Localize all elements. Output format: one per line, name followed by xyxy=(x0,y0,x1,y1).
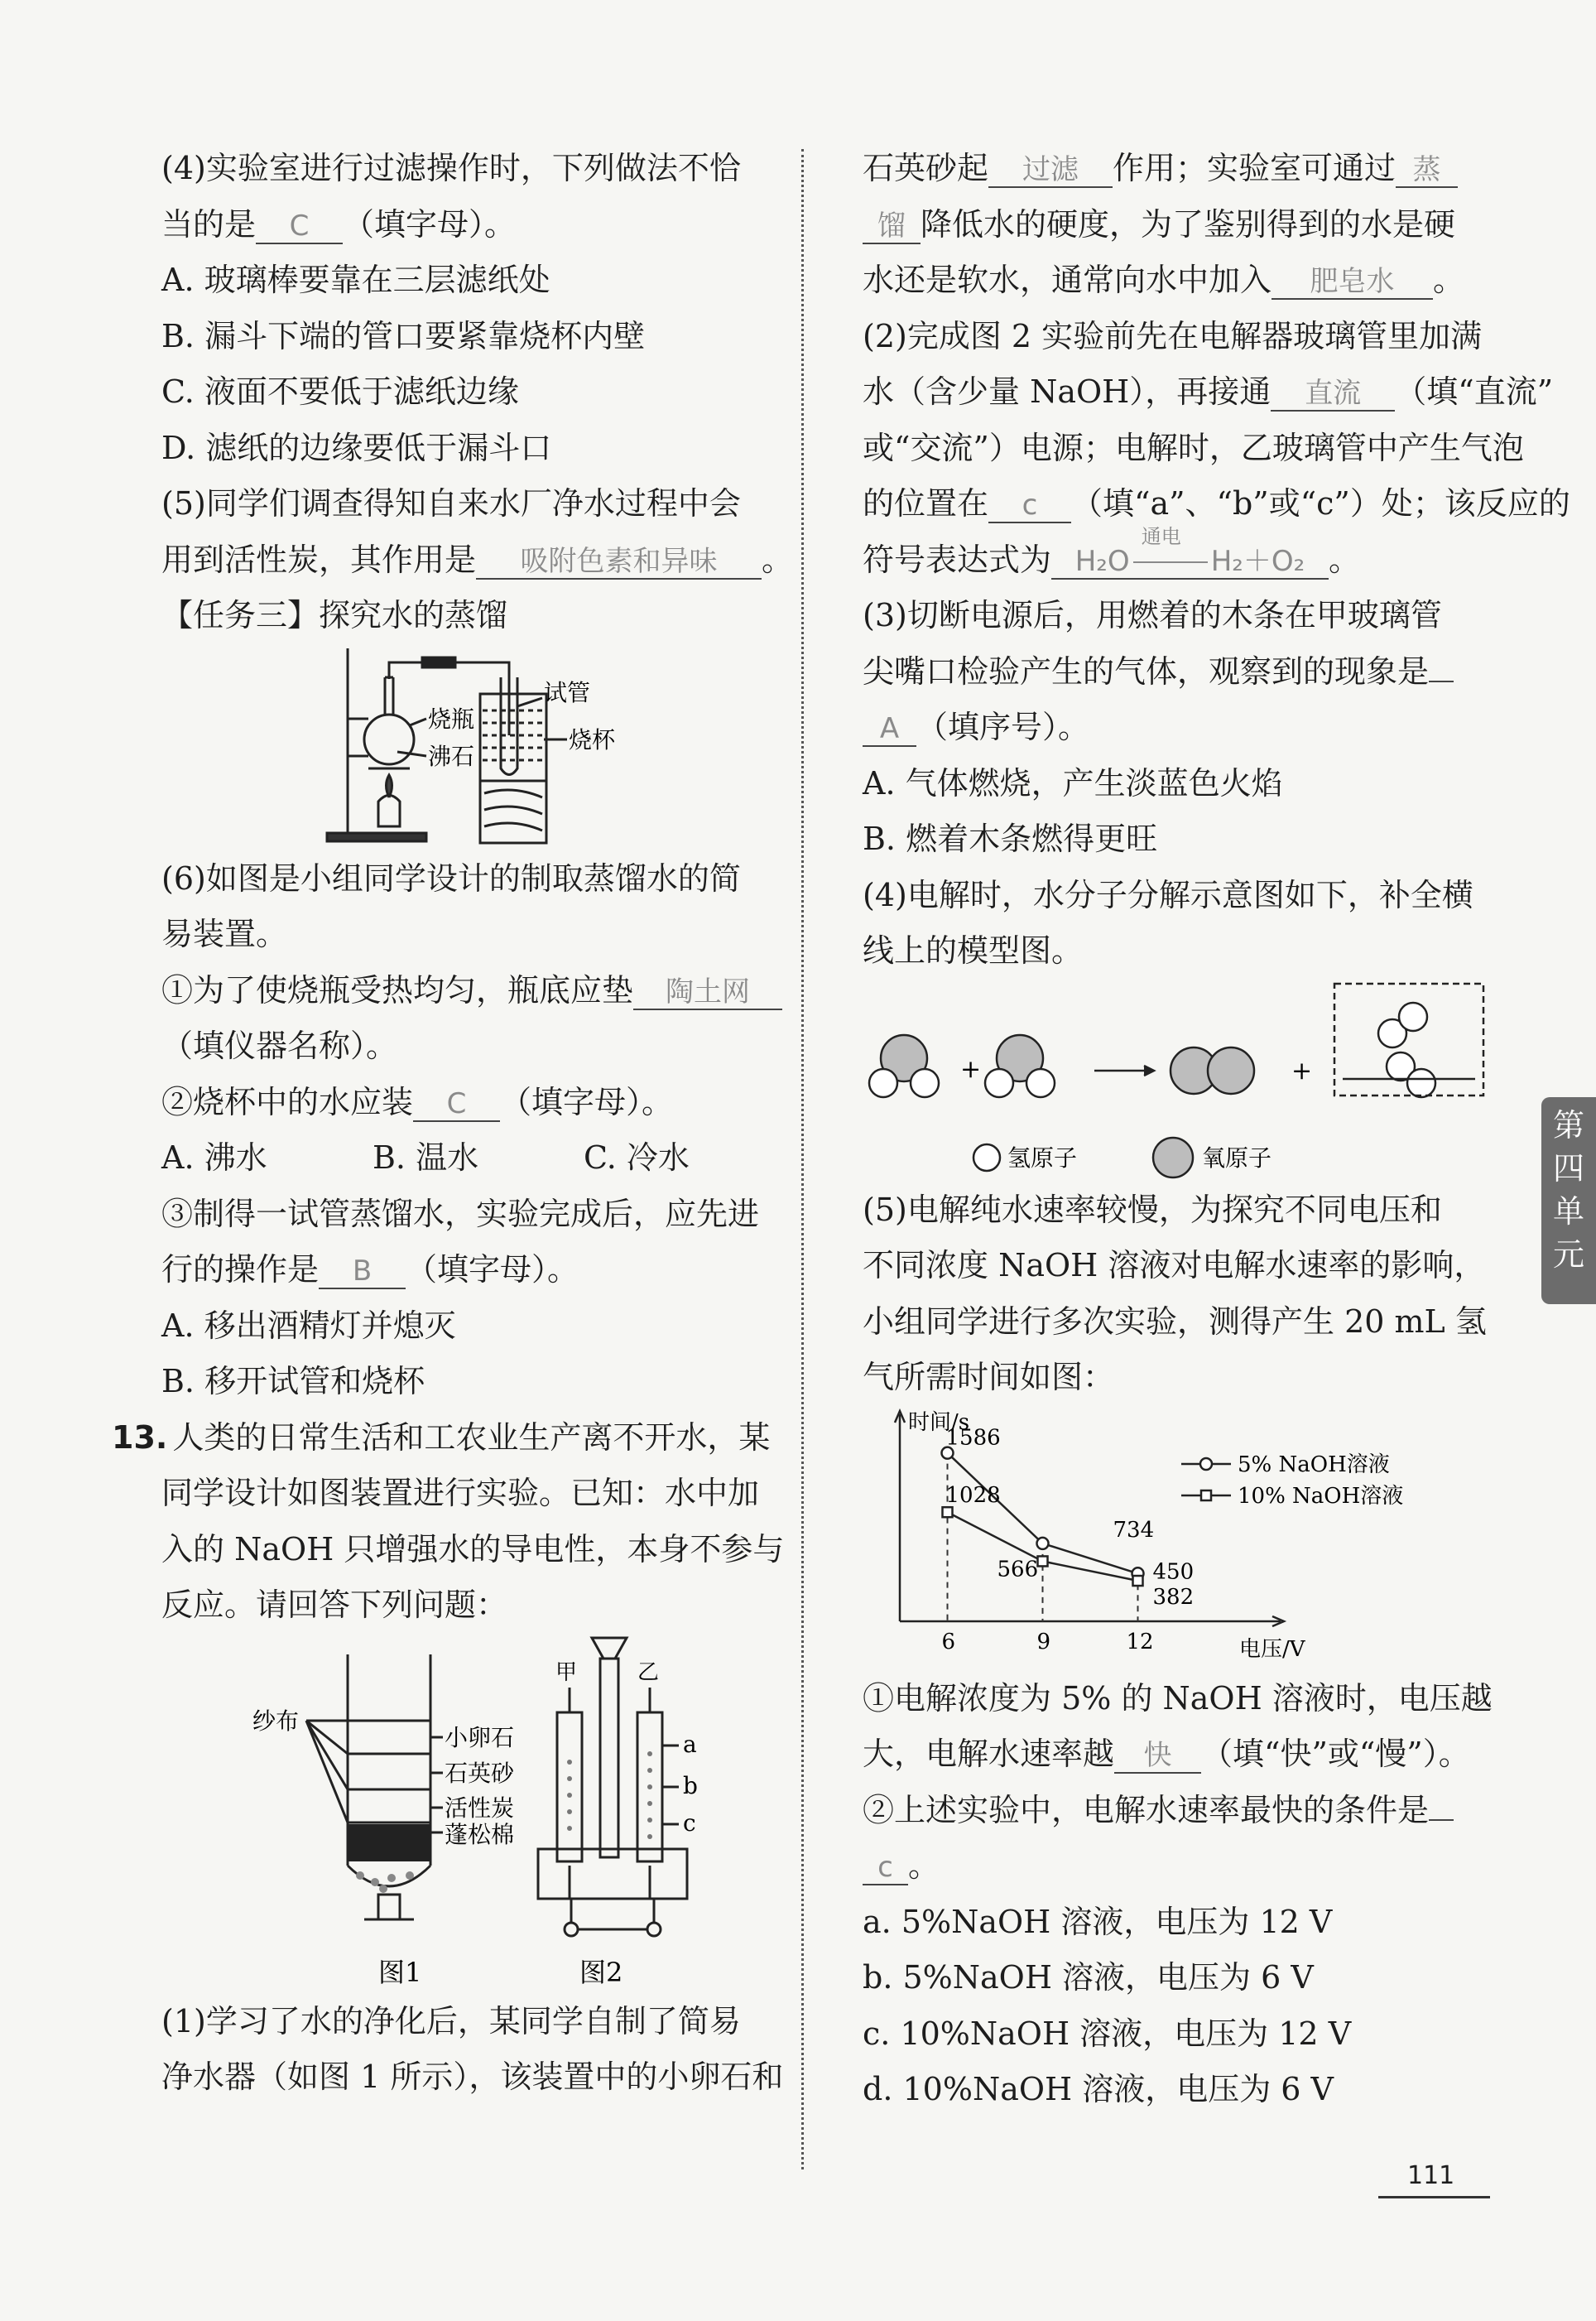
r-line2 xyxy=(863,197,1492,253)
q5-1-suffix: （填“快”或“慢”）。 xyxy=(1201,1736,1470,1772)
q2-suffix: （填“直流” xyxy=(1395,373,1554,410)
column-divider xyxy=(801,149,804,2169)
page-number-rule xyxy=(1378,2196,1490,2198)
q6-2-option-b: B. 温水 xyxy=(373,1139,479,1176)
q2-answer-position[interactable]: c xyxy=(988,489,1071,523)
q6-3-prefix: 行的操作是 xyxy=(161,1251,320,1288)
q4-option-a: A. 玻璃棒要靠在三层滤纸处 xyxy=(161,262,550,298)
q3-option-a: A. 气体燃烧，产生淡蓝色火焰 xyxy=(863,764,1283,802)
label-tube-jia: 甲 xyxy=(555,1659,578,1685)
q13-line4: 反应。请回答下列问题： xyxy=(161,1587,508,1623)
q4-option-b: B. 漏斗下端的管口要紧靠烧杯内壁 xyxy=(161,317,646,354)
unit-side-tab-label: 第四单元 xyxy=(1552,1107,1584,1273)
q6-2-option-c: C. 冷水 xyxy=(584,1139,690,1176)
q5-2-line2 xyxy=(863,1838,1492,1895)
q13-line2: 同学设计如图装置进行实验。已知：水中加 xyxy=(161,1475,760,1511)
q5-line3-right: 小组同学进行多次实验，测得产生 20 mL 氢 xyxy=(863,1303,1487,1340)
q13-line1 xyxy=(112,1410,778,1466)
data-label-s0-1: 734 xyxy=(1113,1517,1155,1543)
r-line3 xyxy=(863,253,1492,309)
q5-2-option-b: b. 5%NaOH 溶液，电压为 6 V xyxy=(863,1959,1314,1996)
q4-suffix: （填字母）。 xyxy=(343,205,517,243)
q2-line2 xyxy=(863,364,1554,421)
q6-3-option-b: B. 移开试管和烧杯 xyxy=(161,1363,425,1399)
q6-1-answer[interactable]: 陶土网 xyxy=(633,975,782,1010)
electrolysis-time-chart xyxy=(863,1406,1492,1671)
q5-line1-right: (5)电解纯水速率较慢，为探究不同电压和 xyxy=(863,1191,1442,1228)
q6-1-suffix: （填仪器名称）。 xyxy=(161,1028,398,1064)
q3-option-b: B. 燃着木条燃得更旺 xyxy=(863,821,1158,857)
figure1-figure2 xyxy=(161,1634,778,1994)
distillation-diagram xyxy=(161,644,778,851)
q2-4-prefix: 的位置在 xyxy=(863,485,989,522)
label-gauze: 纱布 xyxy=(252,1707,300,1735)
q4-line2-right: 线上的模型图。 xyxy=(863,932,1084,969)
molecule-diagram xyxy=(863,980,1492,1182)
q5-answer[interactable]: 吸附色素和异味 xyxy=(476,545,762,580)
r1-answer-distill-a[interactable]: 蒸 xyxy=(1396,153,1458,188)
q6-3-option-a: A. 移出酒精灯并熄灭 xyxy=(161,1307,456,1344)
q4-answer[interactable]: C xyxy=(256,209,343,244)
q3-line1: (3)切断电源后，用燃着的木条在甲玻璃管 xyxy=(863,597,1442,633)
q4-option-c: C. 液面不要低于滤纸边缘 xyxy=(161,373,519,410)
label-activated-carbon: 活性炭 xyxy=(445,1794,515,1822)
figure1-caption: 图1 xyxy=(378,1956,422,1988)
eq-left: H₂O xyxy=(1074,544,1130,578)
q5-1-answer[interactable]: 快 xyxy=(1114,1739,1201,1774)
figure2-caption: 图2 xyxy=(579,1956,623,1988)
x-tick-label-0: 6 xyxy=(941,1629,956,1654)
label-position-b: b xyxy=(683,1771,698,1799)
legend-hydrogen: 氢原子 xyxy=(1007,1144,1078,1172)
q5-prefix: 用到活性炭，其作用是 xyxy=(161,541,477,578)
label-boiling-stone: 沸石 xyxy=(428,742,475,770)
q6-2-line xyxy=(161,1075,778,1131)
water-decomposition-svg xyxy=(863,980,1492,1182)
r2-text: 降低水的硬度，为了鉴别得到的水是硬 xyxy=(921,205,1456,243)
r1-prefix: 石英砂起 xyxy=(863,150,989,186)
q5-1-line1: ①电解浓度为 5% 的 NaOH 溶液时，电压越 xyxy=(863,1679,1493,1717)
filter-electrolysis-diagram xyxy=(161,1634,778,1994)
q5-2-option-c: c. 10%NaOH 溶液，电压为 12 V xyxy=(863,2015,1352,2052)
q3-blank-start xyxy=(1429,681,1454,682)
q4-option-d: D. 滤纸的边缘要低于漏斗口 xyxy=(161,429,552,466)
q2-line1: (2)完成图 2 实验前先在电解器玻璃管里加满 xyxy=(863,317,1483,354)
data-label-s0-0: 1586 xyxy=(945,1425,1001,1451)
r1-answer-filter[interactable]: 过滤 xyxy=(988,153,1113,188)
q13-text-1: 人类的日常生活和工农业生产离不开水，某 xyxy=(172,1418,771,1456)
r3-answer-soap-water[interactable]: 肥皂水 xyxy=(1272,265,1433,300)
r1-mid: 作用；实验室可通过 xyxy=(1113,150,1396,186)
r2-answer-distill-b[interactable]: 馏 xyxy=(863,209,921,244)
label-beaker: 烧杯 xyxy=(569,725,616,754)
q3-suffix: （填序号）。 xyxy=(916,709,1090,745)
q2-answer-dc[interactable]: 直流 xyxy=(1271,377,1395,412)
task3-heading: 【任务三】探究水的蒸馏 xyxy=(161,597,508,633)
data-label-s1-2: 382 xyxy=(1152,1584,1195,1610)
label-position-c: c xyxy=(683,1808,696,1837)
label-tube-yi: 乙 xyxy=(637,1659,660,1685)
q5-line2-right: 不同浓度 NaOH 溶液对电解水速率的影响， xyxy=(863,1247,1486,1283)
q5-2-line1 xyxy=(863,1783,1492,1839)
q2-4-suffix: （填“a”、“b”或“c”）处；该反应的 xyxy=(1071,485,1570,522)
q13-number: 13. xyxy=(112,1418,168,1456)
label-test-tube: 试管 xyxy=(544,678,591,706)
data-label-s1-1: 566 xyxy=(997,1556,1039,1582)
legend-label-0: 5% NaOH溶液 xyxy=(1238,1452,1390,1477)
data-label-s0-2: 450 xyxy=(1152,1558,1195,1584)
y-axis-label: 时间/s xyxy=(908,1409,970,1435)
unit-side-tab xyxy=(1541,1097,1596,1304)
q4-line1: (4)实验室进行过滤操作时，下列做法不恰 xyxy=(161,150,741,186)
q6-line2: 易装置。 xyxy=(161,916,288,952)
r3-prefix: 水还是软水，通常向水中加入 xyxy=(863,262,1272,298)
eq-right: H₂＋O₂ xyxy=(1210,544,1305,578)
q2-answer-equation[interactable] xyxy=(1051,524,1329,580)
q3-line2 xyxy=(863,644,1492,701)
q5-line2 xyxy=(161,532,794,589)
label-position-a: a xyxy=(683,1730,697,1758)
eq-arrow xyxy=(1133,561,1208,563)
q6-3-suffix: （填字母）。 xyxy=(406,1251,579,1288)
q5-suffix: 。 xyxy=(762,541,794,578)
label-quartz-sand: 石英砂 xyxy=(445,1759,515,1787)
q5-line4-right: 气所需时间如图： xyxy=(863,1359,1115,1395)
q3-line3 xyxy=(863,700,1492,756)
q13-line3: 入的 NaOH 只增强水的导电性，本身不参与 xyxy=(161,1530,785,1567)
q3-text: 尖嘴口检验产生的气体，观察到的现象是 xyxy=(863,652,1430,690)
q2-5-prefix: 符号表达式为 xyxy=(863,541,1052,578)
q6-line1: (6)如图是小组同学设计的制取蒸馏水的简 xyxy=(161,860,741,897)
eq-condition: 通电 xyxy=(1141,524,1181,548)
data-label-s1-0: 1028 xyxy=(945,1482,1001,1508)
q6-2-option-a: A. 沸水 xyxy=(161,1139,267,1176)
q5-line1: (5)同学们调查得知自来水厂净水过程中会 xyxy=(161,485,741,522)
q4-line1-right: (4)电解时，水分子分解示意图如下，补全横 xyxy=(863,876,1473,913)
x-tick-label-2: 12 xyxy=(1126,1629,1154,1654)
q4-line2 xyxy=(161,197,778,253)
label-flask: 烧瓶 xyxy=(428,705,475,733)
legend-oxygen: 氧原子 xyxy=(1202,1144,1272,1172)
x-axis-label: 电压/V xyxy=(1239,1636,1305,1662)
q5-2-blank-start xyxy=(1429,1819,1454,1821)
data-point-s1-0 xyxy=(943,1507,953,1517)
q2-5-suffix: 。 xyxy=(1329,541,1361,578)
q3-answer[interactable]: A xyxy=(863,712,916,747)
q6-2-prefix: ②烧杯中的水应装 xyxy=(161,1083,414,1120)
q2-line5 xyxy=(863,524,1492,589)
page-number: 111 xyxy=(1407,2161,1455,2190)
label-pebble: 小卵石 xyxy=(445,1723,515,1751)
r-line1 xyxy=(863,141,1492,197)
plus-sign-1: + xyxy=(960,1054,982,1084)
q5-2-answer[interactable]: c xyxy=(863,1851,908,1885)
x-tick-label-1: 9 xyxy=(1036,1629,1051,1654)
q6-2-suffix: （填字母）。 xyxy=(500,1083,674,1120)
q5-2-option-d: d. 10%NaOH 溶液，电压为 6 V xyxy=(863,2071,1334,2107)
q6-1-prefix: ①为了使烧瓶受热均匀，瓶底应垫 xyxy=(161,971,634,1009)
data-point-s1-2 xyxy=(1133,1576,1143,1586)
q4-prefix: 当的是 xyxy=(161,205,257,243)
q6-3-line1: ③制得一试管蒸馏水，实验完成后，应先进 xyxy=(161,1195,760,1232)
q13-1-line2: 净水器（如图 1 所示），该装置中的小卵石和 xyxy=(161,2059,784,2095)
q5-2-suffix: 。 xyxy=(908,1847,940,1884)
legend-marker-0 xyxy=(1200,1458,1212,1470)
legend-label-1: 10% NaOH溶液 xyxy=(1238,1483,1404,1509)
data-point-s1-1 xyxy=(1038,1556,1048,1566)
plus-sign-2: + xyxy=(1291,1056,1313,1086)
q6-3-answer[interactable]: B xyxy=(319,1254,406,1289)
q5-1-prefix: 大，电解水速率越 xyxy=(863,1736,1115,1772)
q5-2-option-a: a. 5%NaOH 溶液，电压为 12 V xyxy=(863,1903,1333,1940)
r3-suffix: 。 xyxy=(1433,262,1465,298)
left-column xyxy=(112,141,794,2106)
legend-marker-1 xyxy=(1201,1490,1211,1500)
q2-prefix: 水（含少量 NaOH），再接通 xyxy=(863,373,1272,410)
q6-3-line2 xyxy=(161,1242,778,1298)
q2-line3: 或“交流”）电源；电解时，乙玻璃管中产生气泡 xyxy=(863,429,1524,466)
q13-1-line1: (1)学习了水的净化后，某同学自制了简易 xyxy=(161,2002,741,2039)
q6-2-answer[interactable]: C xyxy=(413,1087,500,1122)
data-point-s0-1 xyxy=(1037,1537,1049,1548)
q6-1-line xyxy=(161,963,778,1019)
distillation-figure xyxy=(161,644,778,851)
chart-svg xyxy=(863,1406,1492,1671)
label-cotton: 蓬松棉 xyxy=(445,1820,515,1848)
q5-1-line2 xyxy=(863,1726,1492,1783)
q5-2-text: ②上述实验中，电解水速率最快的条件是 xyxy=(863,1791,1430,1828)
q6-2-options xyxy=(161,1130,778,1187)
